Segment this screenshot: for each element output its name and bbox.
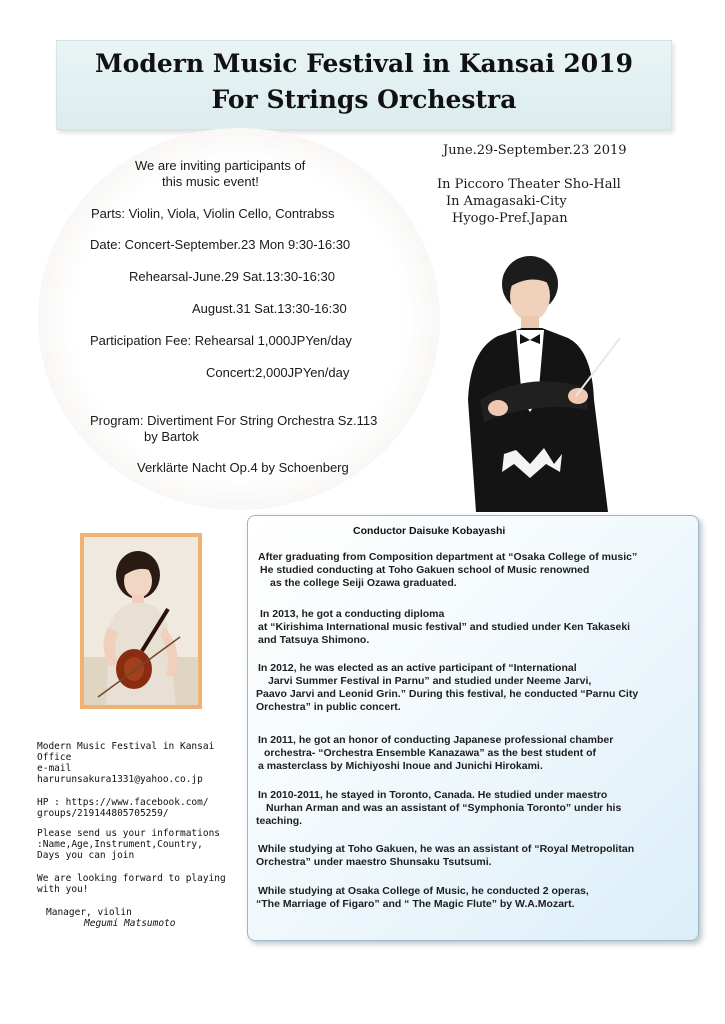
date-text: Date: Concert-September.23 Mon 9:30-16:30 [90,237,351,252]
bio-line: Orchestra” under maestro Shunsaku Tsutsumi. [256,856,492,868]
bio-line: Nurhan Arman and was an assistant of “Symphonia Toronto” under his [266,802,622,814]
office-line-3: e-mail [37,763,72,774]
bio-line: While studying at Osaka College of Music, he conducted 2 operas, [258,885,589,897]
program-text-3: Verklärte Nacht Op.4 by Schoenberg [137,460,349,475]
violinist-photo-frame [80,533,202,709]
conductor-bio-box [247,515,699,941]
parts-text: Parts: Violin, Viola, Violin Cello, Contrabss [91,206,335,221]
bio-line: After graduating from Composition department at “Osaka College of music” [258,551,638,563]
bio-line: as the college Seiji Ozawa graduated. [270,577,457,589]
office-line-2: Office [37,752,72,763]
manager-name: Megumi Matsumoto [84,918,176,929]
fee-text-1: Participation Fee: Rehearsal 1,000JPYen/day [90,333,352,348]
bio-line: at “Kirishima International music festival” and studied under Ken Takaseki [258,621,631,633]
bio-line: He studied conducting at Toho Gakuen school of Music renowned [260,564,590,576]
office-email: harurunsakura1331@yahoo.co.jp [37,774,203,785]
bio-heading: Conductor Daisuke Kobayashi [353,525,506,537]
title-banner [56,40,672,130]
bio-line: a masterclass by Michiyoshi Inoue and Junichi Hirokami. [258,760,543,772]
bio-line: orchestra- “Orchestra Ensemble Kanazawa” as the best student of [264,747,597,759]
venue-line-2: In Amagasaki-City [446,194,567,209]
bio-line: Orchestra” in public concert. [256,701,401,713]
office-line-11: with you! [37,884,89,895]
rehearsal-text-1: Rehearsal-June.29 Sat.13:30-16:30 [129,269,335,284]
bio-line: teaching. [256,815,303,827]
violinist-photo [84,537,198,705]
invite-intro-2: this music event! [162,174,259,189]
program-text-2: by Bartok [144,429,199,444]
program-text-1: Program: Divertiment For String Orchestra Sz.113 [90,413,378,428]
office-line-10: We are looking forward to playing [37,873,226,884]
office-line-7: Please send us your informations [37,828,221,839]
invite-intro-1: We are inviting participants of [135,158,306,173]
bio-line: “The Marriage of Figaro” and “ The Magic Flute” by W.A.Mozart. [256,898,575,910]
bio-line: Paavo Jarvi and Leonid Grin.” During this festival, he conducted “Parnu City [256,688,639,700]
office-line-12: Manager, violin [46,907,132,918]
fee-text-2: Concert:2,000JPYen/day [206,365,350,380]
office-line-9: Days you can join [37,850,135,861]
rehearsal-text-2: August.31 Sat.13:30-16:30 [192,301,347,316]
office-line-8: :Name,Age,Instrument,Country, [37,839,203,850]
venue-line-3: Hyogo-Pref.Japan [452,211,568,226]
bio-line: While studying at Toho Gakuen, he was an assistant of “Royal Metropolitan [258,843,635,855]
office-hp: HP : https://www.facebook.com/ [37,797,209,808]
event-dates: June.29-September.23 2019 [443,143,627,158]
bio-line: In 2012, he was elected as an active participant of “International [258,662,577,674]
bio-line: Jarvi Summer Festival in Parnu” and studied under Neeme Jarvi, [268,675,592,687]
office-line-1: Modern Music Festival in Kansai [37,741,215,752]
bio-line: and Tatsuya Shimono. [258,634,370,646]
page-title: Modern Music Festival in Kansai 2019 [94,49,633,78]
bio-line: In 2011, he got an honor of conducting Japanese professional chamber [258,734,614,746]
page-subtitle: For Strings Orchestra [211,85,517,114]
office-hp-2: groups/219144805705259/ [37,808,169,819]
bio-line: In 2010-2011, he stayed in Toronto, Canada. He studied under maestro [258,789,608,801]
conductor-photo [458,250,630,512]
venue-line-1: In Piccoro Theater Sho-Hall [437,177,621,192]
bio-line: In 2013, he got a conducting diploma [260,608,445,620]
